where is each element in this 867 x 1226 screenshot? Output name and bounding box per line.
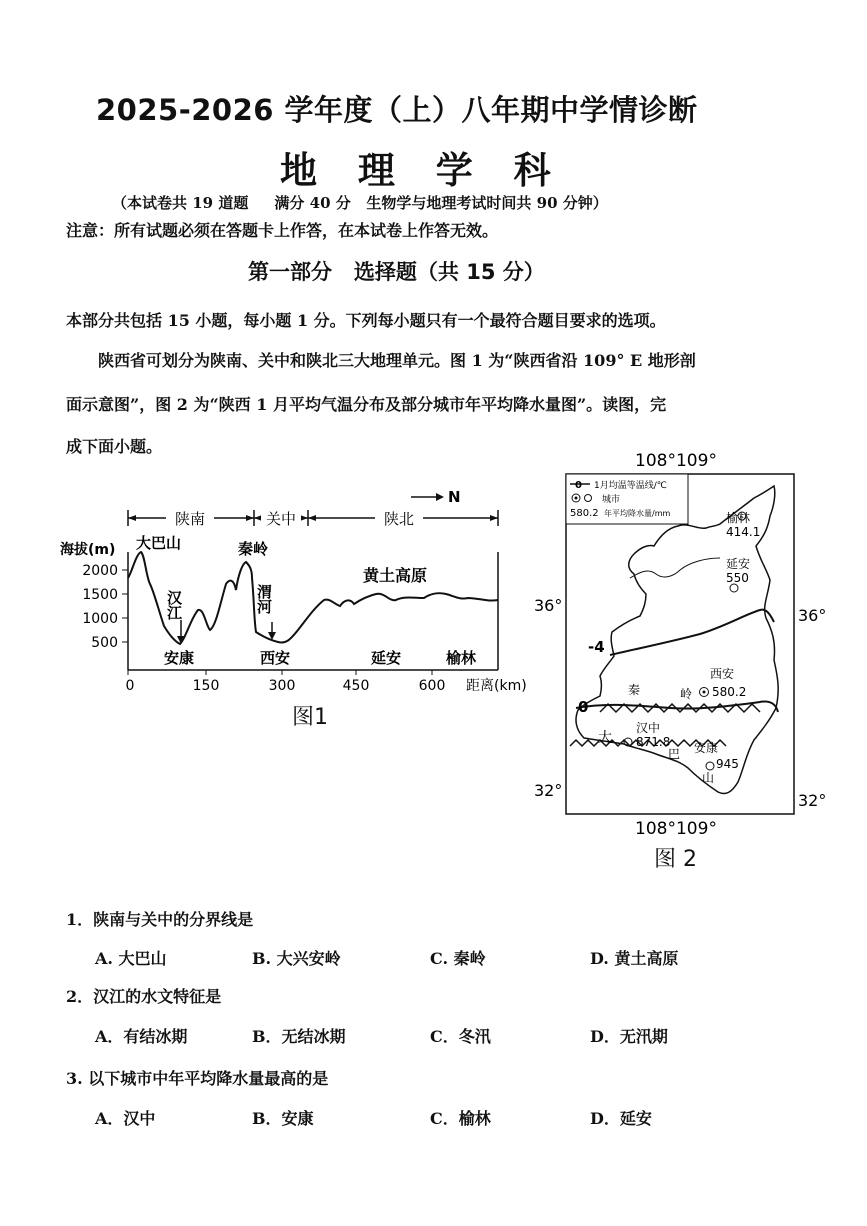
map-precip-ankang: 945: [716, 757, 739, 771]
exam-title: 2025-2026 学年度（上）八年期中学情诊断: [96, 93, 698, 127]
map-precip-yanan: 550: [726, 571, 749, 585]
isotherm-label-0: 0: [578, 698, 589, 716]
latitude-32-left: 32°: [534, 781, 563, 800]
map-city-hanzhong: 汉中: [636, 721, 661, 735]
map-label-ba: 巴: [668, 747, 681, 761]
longitude-top-label: 108°109°: [635, 451, 717, 471]
city-marker-ankang: [706, 762, 714, 770]
question-1-stem: 1．陕南与关中的分界线是: [66, 910, 254, 929]
figure2-map: [530, 450, 864, 870]
question-3-option-d[interactable]: D．延安: [590, 1109, 652, 1128]
map-precip-hanzhong: 871.8: [636, 735, 671, 749]
label-hanjiang: 汉江: [165, 590, 183, 620]
x-tick: 300: [268, 678, 296, 694]
city-yanan: 延安: [371, 649, 402, 667]
question-2-stem: 2．汉江的水文特征是: [66, 987, 222, 1006]
map-city-yulin: 榆林: [726, 511, 751, 525]
map-label-da: 大: [598, 730, 612, 746]
figure1-terrain-profile: [58, 480, 538, 730]
x-tick: 450: [342, 678, 370, 694]
city-xian: 西安: [260, 649, 291, 667]
y-tick: 2000: [82, 563, 118, 579]
question-2-option-b[interactable]: B．无结冰期: [252, 1027, 346, 1046]
city-marker-yanan: [730, 584, 738, 592]
figure2-caption: 图 2: [654, 847, 697, 872]
label-weihe: 渭河: [255, 584, 273, 614]
passage-line-2: 面示意图”，图 2 为“陕西 1 月平均气温分布及部分城市年平均降水量图”。读图，完: [66, 395, 667, 414]
x-axis-label: 距离(km): [466, 678, 527, 694]
question-1-option-c[interactable]: C. 秦岭: [430, 949, 486, 968]
region-label-shanbei: 陕北: [383, 510, 415, 528]
x-tick: 150: [192, 678, 220, 694]
question-2-option-a[interactable]: A．有结冰期: [95, 1027, 188, 1046]
city-marker-xian: [703, 691, 706, 694]
region-label-shannan: 陕南: [174, 510, 206, 528]
latitude-36-right: 36°: [798, 606, 827, 625]
question-1-option-a[interactable]: A. 大巴山: [95, 949, 167, 968]
north-arrow-icon: [436, 493, 444, 501]
region-label-guanzhong: 关中: [265, 510, 297, 528]
legend-isotherm: 1月均温等温线/℃: [594, 481, 667, 491]
map-city-yanan: 延安: [726, 557, 751, 571]
question-3-option-a[interactable]: A．汉中: [95, 1109, 156, 1128]
north-label: N: [448, 488, 461, 506]
map-city-xian: 西安: [710, 667, 735, 681]
y-tick: 1500: [82, 587, 118, 603]
isotherm-minus4: [610, 610, 774, 655]
label-qinling: 秦岭: [238, 540, 269, 558]
y-tick: 1000: [82, 611, 118, 627]
passage-line-1: 陕西省可划分为陕南、关中和陕北三大地理单元。图 1 为“陕西省沿 109° E 地形剖: [98, 351, 696, 370]
x-tick: 0: [125, 678, 135, 694]
legend-precip-value: 580.2: [570, 508, 599, 519]
map-precip-yulin: 414.1: [726, 525, 761, 539]
exam-info: （本试卷共 19 道题 满分 40 分 生物学与地理考试时间共 90 分钟）: [112, 194, 608, 212]
y-axis-label: 海拔(m): [60, 542, 116, 558]
question-3-option-b[interactable]: B．安康: [252, 1109, 314, 1128]
map-label-shan: 山: [702, 771, 715, 785]
question-2-option-d[interactable]: D．无汛期: [590, 1027, 668, 1046]
map-label-ling: 岭: [680, 687, 693, 701]
question-2-option-c[interactable]: C．冬汛: [430, 1027, 491, 1046]
passage-line-3: 成下面小题。: [66, 437, 163, 456]
y-tick: 500: [91, 635, 118, 651]
longitude-bottom-label: 108°109°: [635, 819, 717, 839]
city-yulin: 榆林: [446, 649, 477, 667]
legend-city: 城市: [602, 495, 621, 505]
map-city-ankang: 安康: [694, 741, 719, 755]
exam-notice: 注意：所有试题必须在答题卡上作答，在本试卷上作答无效。: [66, 221, 499, 240]
latitude-32-right: 32°: [798, 791, 827, 810]
legend-isotherm-value: 0: [575, 480, 582, 491]
map-precip-xian: 580.2: [712, 685, 747, 699]
question-1-option-d[interactable]: D. 黄土高原: [590, 949, 679, 968]
label-dabashan: 大巴山: [136, 534, 182, 552]
question-3-option-c[interactable]: C．榆林: [430, 1109, 491, 1128]
river-line: [630, 558, 720, 578]
label-loess-plateau: 黄土高原: [363, 566, 428, 585]
latitude-36-left: 36°: [534, 596, 563, 615]
section-title: 第一部分 选择题（共 15 分）: [248, 260, 545, 284]
x-tick: 600: [418, 678, 446, 694]
city-ankang: 安康: [164, 649, 195, 667]
map-label-qin: 秦: [628, 683, 641, 697]
section-instructions: 本部分共包括 15 小题，每小题 1 分。下列每小题只有一个最符合题目要求的选项。: [66, 311, 666, 330]
question-3-stem: 3. 以下城市中年平均降水量最高的是: [66, 1069, 329, 1088]
legend-precip: 年平均降水量/mm: [604, 509, 671, 518]
figure1-caption: 图1: [292, 705, 328, 730]
terrain-profile-line: [128, 552, 498, 644]
question-1-option-b[interactable]: B. 大兴安岭: [252, 949, 341, 968]
isotherm-label-minus4: -4: [588, 638, 605, 656]
subject-title: 地 理 学 科: [280, 149, 565, 192]
